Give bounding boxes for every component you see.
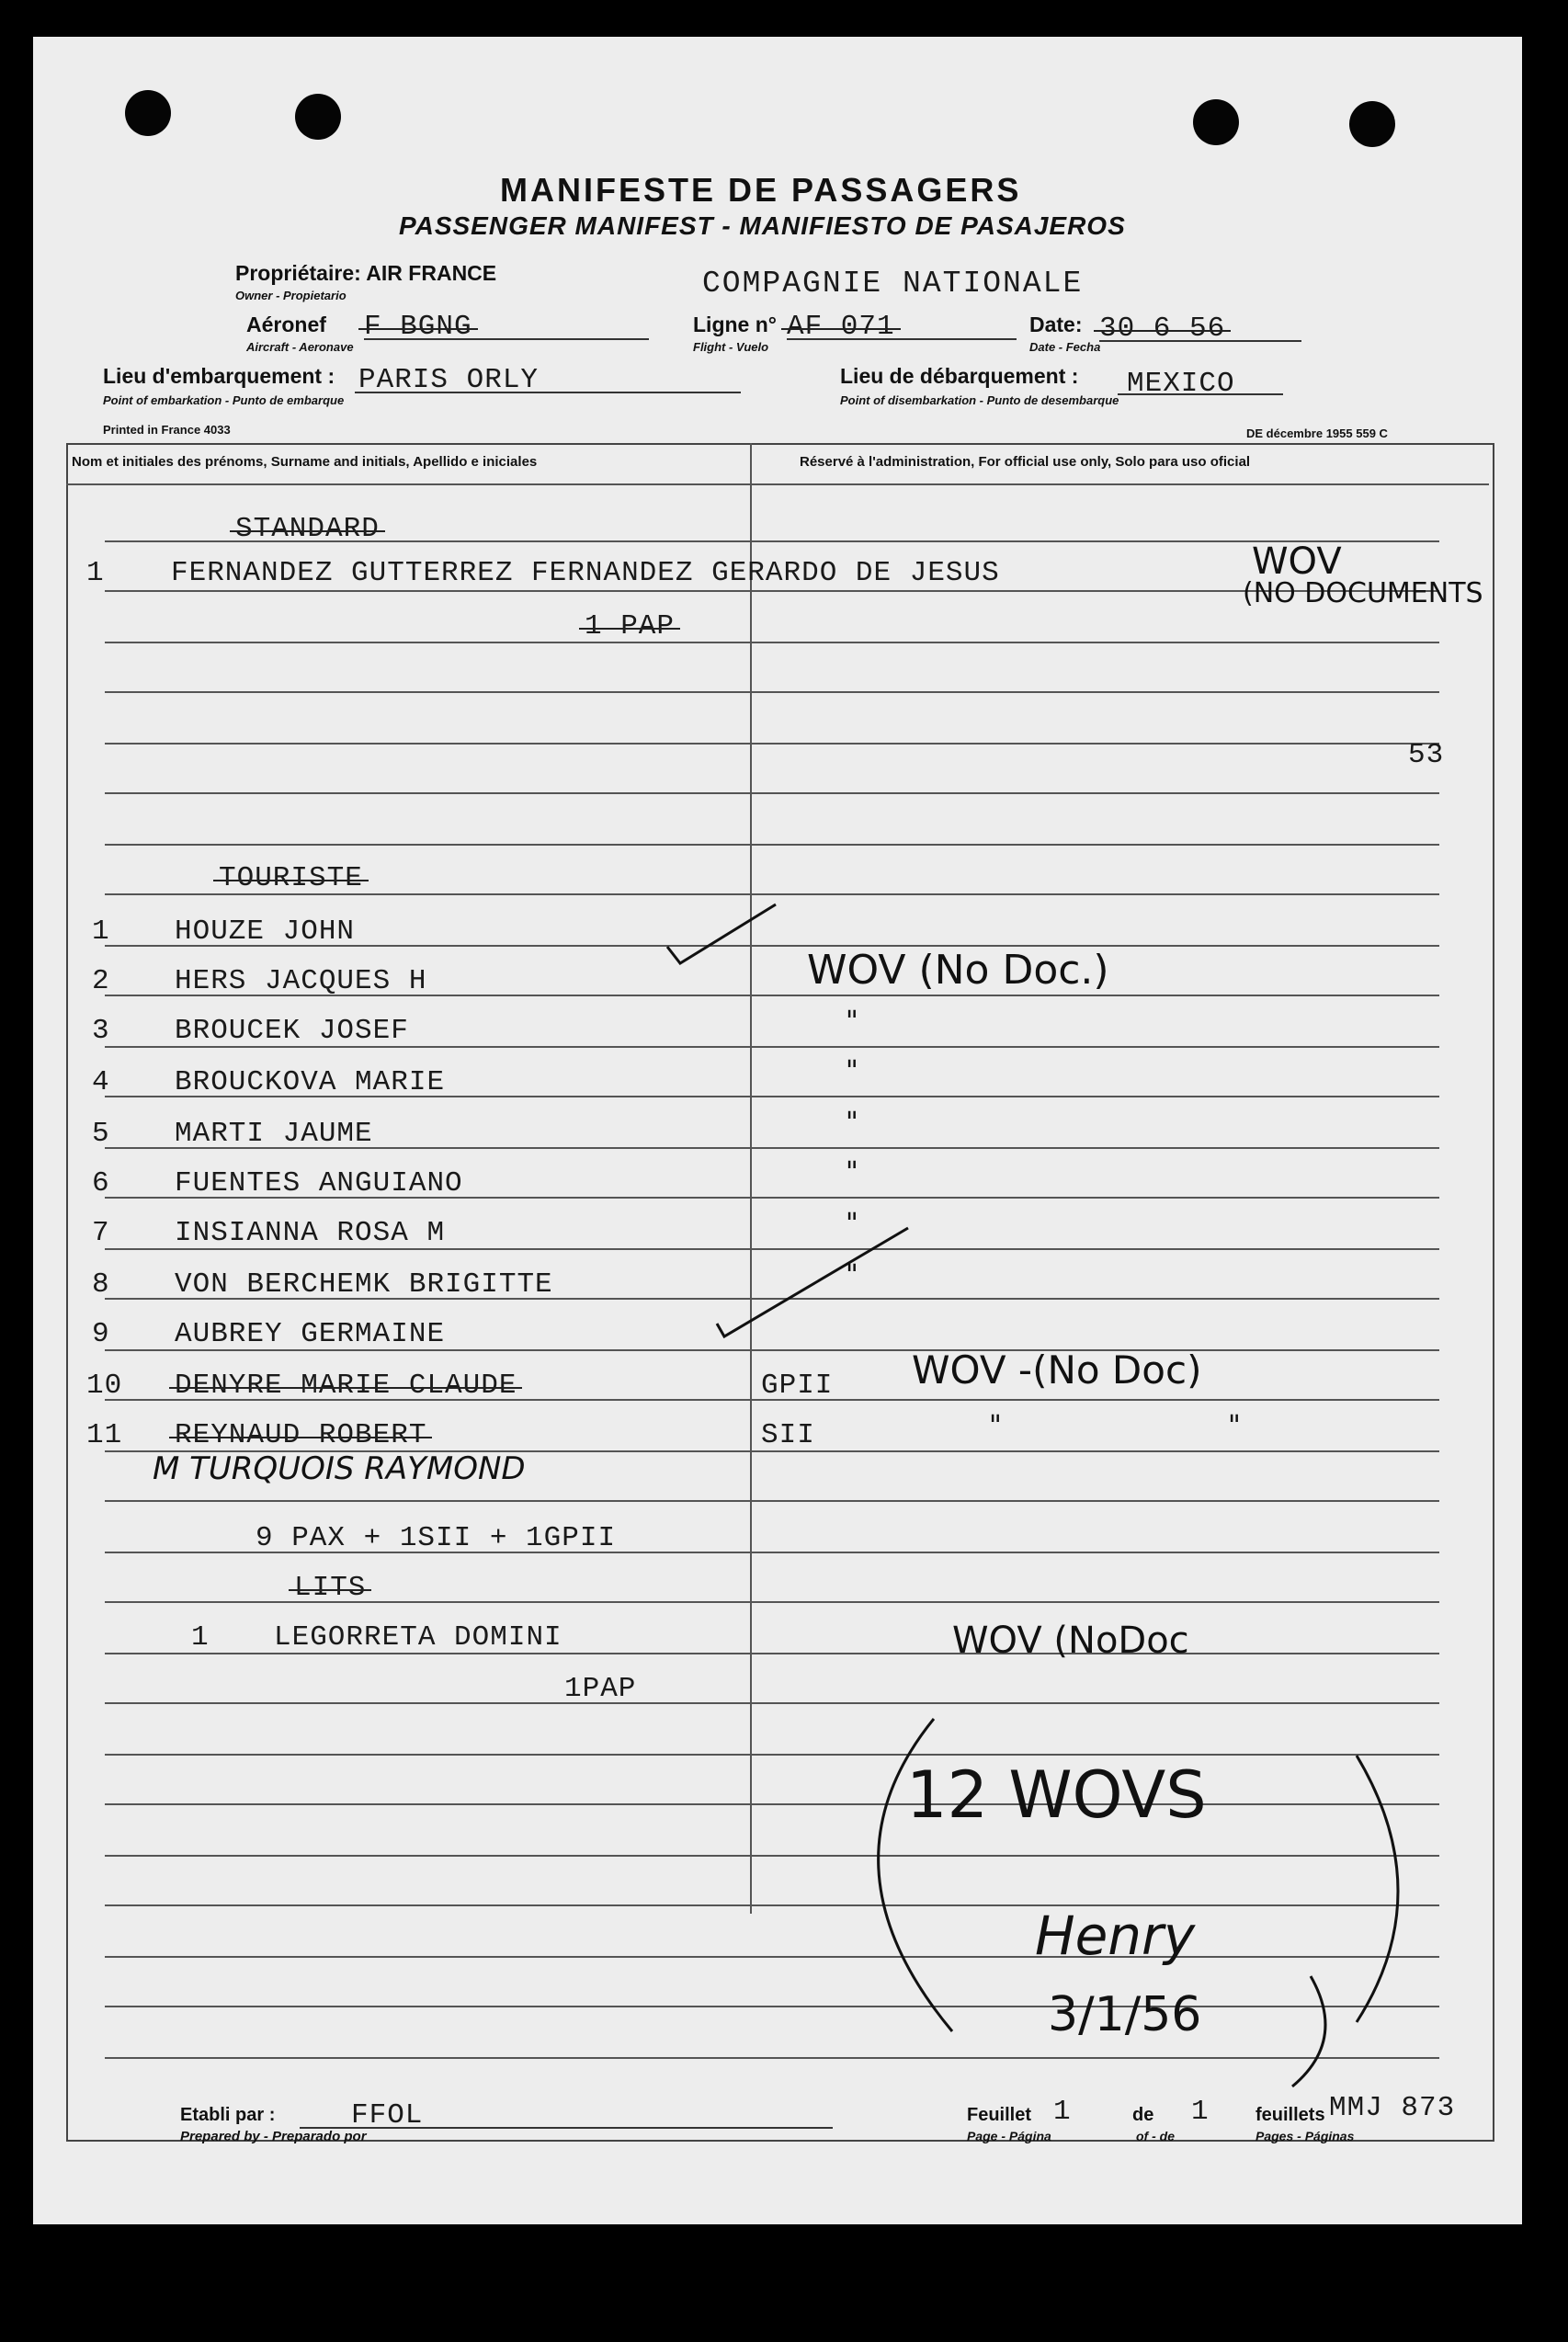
standard-pax: 1 PAP [585, 610, 676, 642]
company-name: COMPAGNIE NATIONALE [702, 267, 1084, 301]
passenger-num: 9 [92, 1318, 110, 1350]
admin-ditto: " [1228, 1410, 1241, 1442]
passenger-name: FUENTES ANGUIANO [175, 1167, 463, 1199]
passenger-name: BROUCKOVA MARIE [175, 1066, 446, 1098]
signature-date: 3/1/56 [1048, 1987, 1202, 2042]
prepared-underline [300, 2127, 833, 2129]
printed-in: Printed in France 4033 [103, 423, 231, 437]
passenger-num: 10 [86, 1370, 123, 1402]
disembark-label: Lieu de débarquement : [840, 364, 1079, 388]
aircraft-sublabel: Aircraft - Aeronave [246, 340, 354, 354]
of-label: de [1132, 2105, 1154, 2125]
standard-note-nodoc: (NO DOCUMENTS [1243, 577, 1483, 609]
prepared-sublabel: Prepared by - Preparado por [180, 2129, 367, 2144]
embark-underline [355, 392, 741, 393]
passenger-num: 3 [92, 1015, 110, 1047]
prepared-label: Etabli par : [180, 2105, 276, 2125]
passenger-num: 11 [86, 1419, 123, 1451]
check-mark-icon [658, 901, 787, 974]
standard-note-wov: WOV [1252, 540, 1342, 583]
stamp-number: MMJ 873 [1329, 2092, 1456, 2124]
gp-admin-note: WOV -(No Doc) [912, 1347, 1202, 1393]
disembark-value: MEXICO [1127, 368, 1235, 400]
summary-wovs-note: 12 WOVS [906, 1757, 1207, 1833]
punch-hole-icon [295, 94, 341, 140]
punch-hole-icon [1349, 101, 1395, 147]
passenger-admin-ditto: " [846, 1107, 858, 1139]
flight-sublabel: Flight - Vuelo [693, 340, 769, 354]
passenger-name: MARTI JAUME [175, 1118, 373, 1150]
rule-line [105, 590, 1439, 592]
standard-num: 1 [86, 557, 105, 589]
owner-label: Propriétaire: AIR FRANCE [235, 261, 497, 285]
passenger-num: 5 [92, 1118, 110, 1150]
column-divider [750, 443, 752, 1914]
lits-heading: LITS [294, 1572, 367, 1604]
passenger-name: BROUCEK JOSEF [175, 1015, 409, 1047]
standard-heading: STANDARD [235, 513, 380, 545]
page-label: Feuillet [967, 2105, 1032, 2125]
passenger-num: 1 [92, 915, 110, 948]
passenger-admin-ditto: " [846, 1006, 858, 1038]
standard-name: FERNANDEZ GUTTERREZ FERNANDEZ GERARDO DE JESUS [171, 557, 1000, 589]
rule-line [105, 743, 1439, 745]
passenger-num: 6 [92, 1167, 110, 1199]
passenger-num: 4 [92, 1066, 110, 1098]
passenger-name: VON BERCHEMK BRIGITTE [175, 1268, 553, 1301]
date-value: 30 6 56 [1099, 313, 1226, 345]
rule-line [105, 642, 1439, 643]
passenger-admin-code: SII [761, 1419, 815, 1451]
passenger-admin-note: WOV (No Doc.) [807, 947, 1109, 994]
lits-num: 1 [191, 1621, 210, 1654]
pages-label: feuillets [1256, 2105, 1325, 2125]
date-sublabel: Date - Fecha [1029, 340, 1101, 354]
title-french: MANIFESTE DE PASSAGERS [500, 171, 1022, 209]
passenger-admin-ditto: " [846, 1156, 858, 1188]
prepared-value: FFOL [351, 2099, 424, 2132]
passenger-name: HOUZE JOHN [175, 915, 356, 948]
of-sublabel: of - de [1136, 2129, 1175, 2143]
pages-sublabel: Pages - Páginas [1256, 2129, 1355, 2143]
passenger-num: 7 [92, 1217, 110, 1249]
flight-underline [787, 338, 1017, 340]
owner-sublabel: Owner - Propietario [235, 289, 347, 302]
column-header-names: Nom et initiales des prénoms, Surname and initials, Apellido e iniciales [72, 454, 538, 470]
form-reference: DE décembre 1955 559 C [1246, 426, 1388, 440]
touriste-heading: TOURISTE [219, 862, 363, 894]
column-header-admin: Réservé à l'administration, For official use only, Solo para uso oficial [800, 454, 1251, 470]
disembark-underline [1118, 393, 1283, 395]
signature: Henry [1035, 1904, 1196, 1967]
aircraft-underline [364, 338, 649, 340]
passenger-num: 2 [92, 965, 110, 997]
page-count: 53 [1408, 739, 1445, 771]
embark-label: Lieu d'embarquement : [103, 364, 335, 388]
lits-admin-note: WOV (NoDoc [952, 1620, 1189, 1662]
punch-hole-icon [125, 90, 171, 136]
passenger-name: INSIANNA ROSA M [175, 1217, 446, 1249]
check-mark-icon [713, 1222, 915, 1351]
passenger-name: AUBREY GERMAINE [175, 1318, 446, 1350]
page-sublabel: Page - Página [967, 2129, 1051, 2143]
passenger-name: REYNAUD ROBERT [175, 1419, 427, 1451]
passenger-admin-code: GPII [761, 1370, 834, 1402]
handwritten-passenger: M TURQUOIS RAYMOND [153, 1450, 526, 1487]
passenger-admin-ditto: " [846, 1055, 858, 1087]
embark-value: PARIS ORLY [358, 364, 540, 396]
lits-name: LEGORRETA DOMINI [274, 1621, 562, 1654]
date-underline [1099, 340, 1301, 342]
embark-sublabel: Point of embarkation - Punto de embarque [103, 393, 345, 407]
rule-line [105, 844, 1439, 846]
passenger-name: HERS JACQUES H [175, 965, 427, 997]
rule-line [105, 691, 1439, 693]
title-english-spanish: PASSENGER MANIFEST - MANIFIESTO DE PASAJEROS [399, 211, 1126, 240]
totals-line: 9 PAX + 1SII + 1GPII [256, 1522, 617, 1554]
aircraft-value: F BGNG [364, 311, 472, 343]
admin-ditto: " [989, 1410, 1002, 1442]
disembark-sublabel: Point of disembarkation - Punto de desembarque [840, 393, 1119, 407]
passenger-admin-ditto: " [846, 1208, 858, 1240]
manifest-sheet [33, 37, 1522, 2224]
passenger-admin-ditto: " [846, 1259, 858, 1291]
flight-value: AF 071 [787, 311, 895, 343]
rule-line [105, 792, 1439, 794]
passenger-name: DENYRE MARIE CLAUDE [175, 1370, 517, 1402]
passenger-num: 8 [92, 1268, 110, 1301]
aircraft-label: Aéronef [246, 313, 326, 336]
of-num: 1 [1191, 2096, 1210, 2128]
rule-line [66, 483, 1489, 485]
punch-hole-icon [1193, 99, 1239, 145]
flight-label: Ligne n° [693, 313, 777, 336]
rule-line [105, 1500, 1439, 1502]
lits-pax: 1PAP [564, 1673, 637, 1705]
page-num: 1 [1053, 2096, 1072, 2128]
date-label: Date: [1029, 313, 1083, 336]
